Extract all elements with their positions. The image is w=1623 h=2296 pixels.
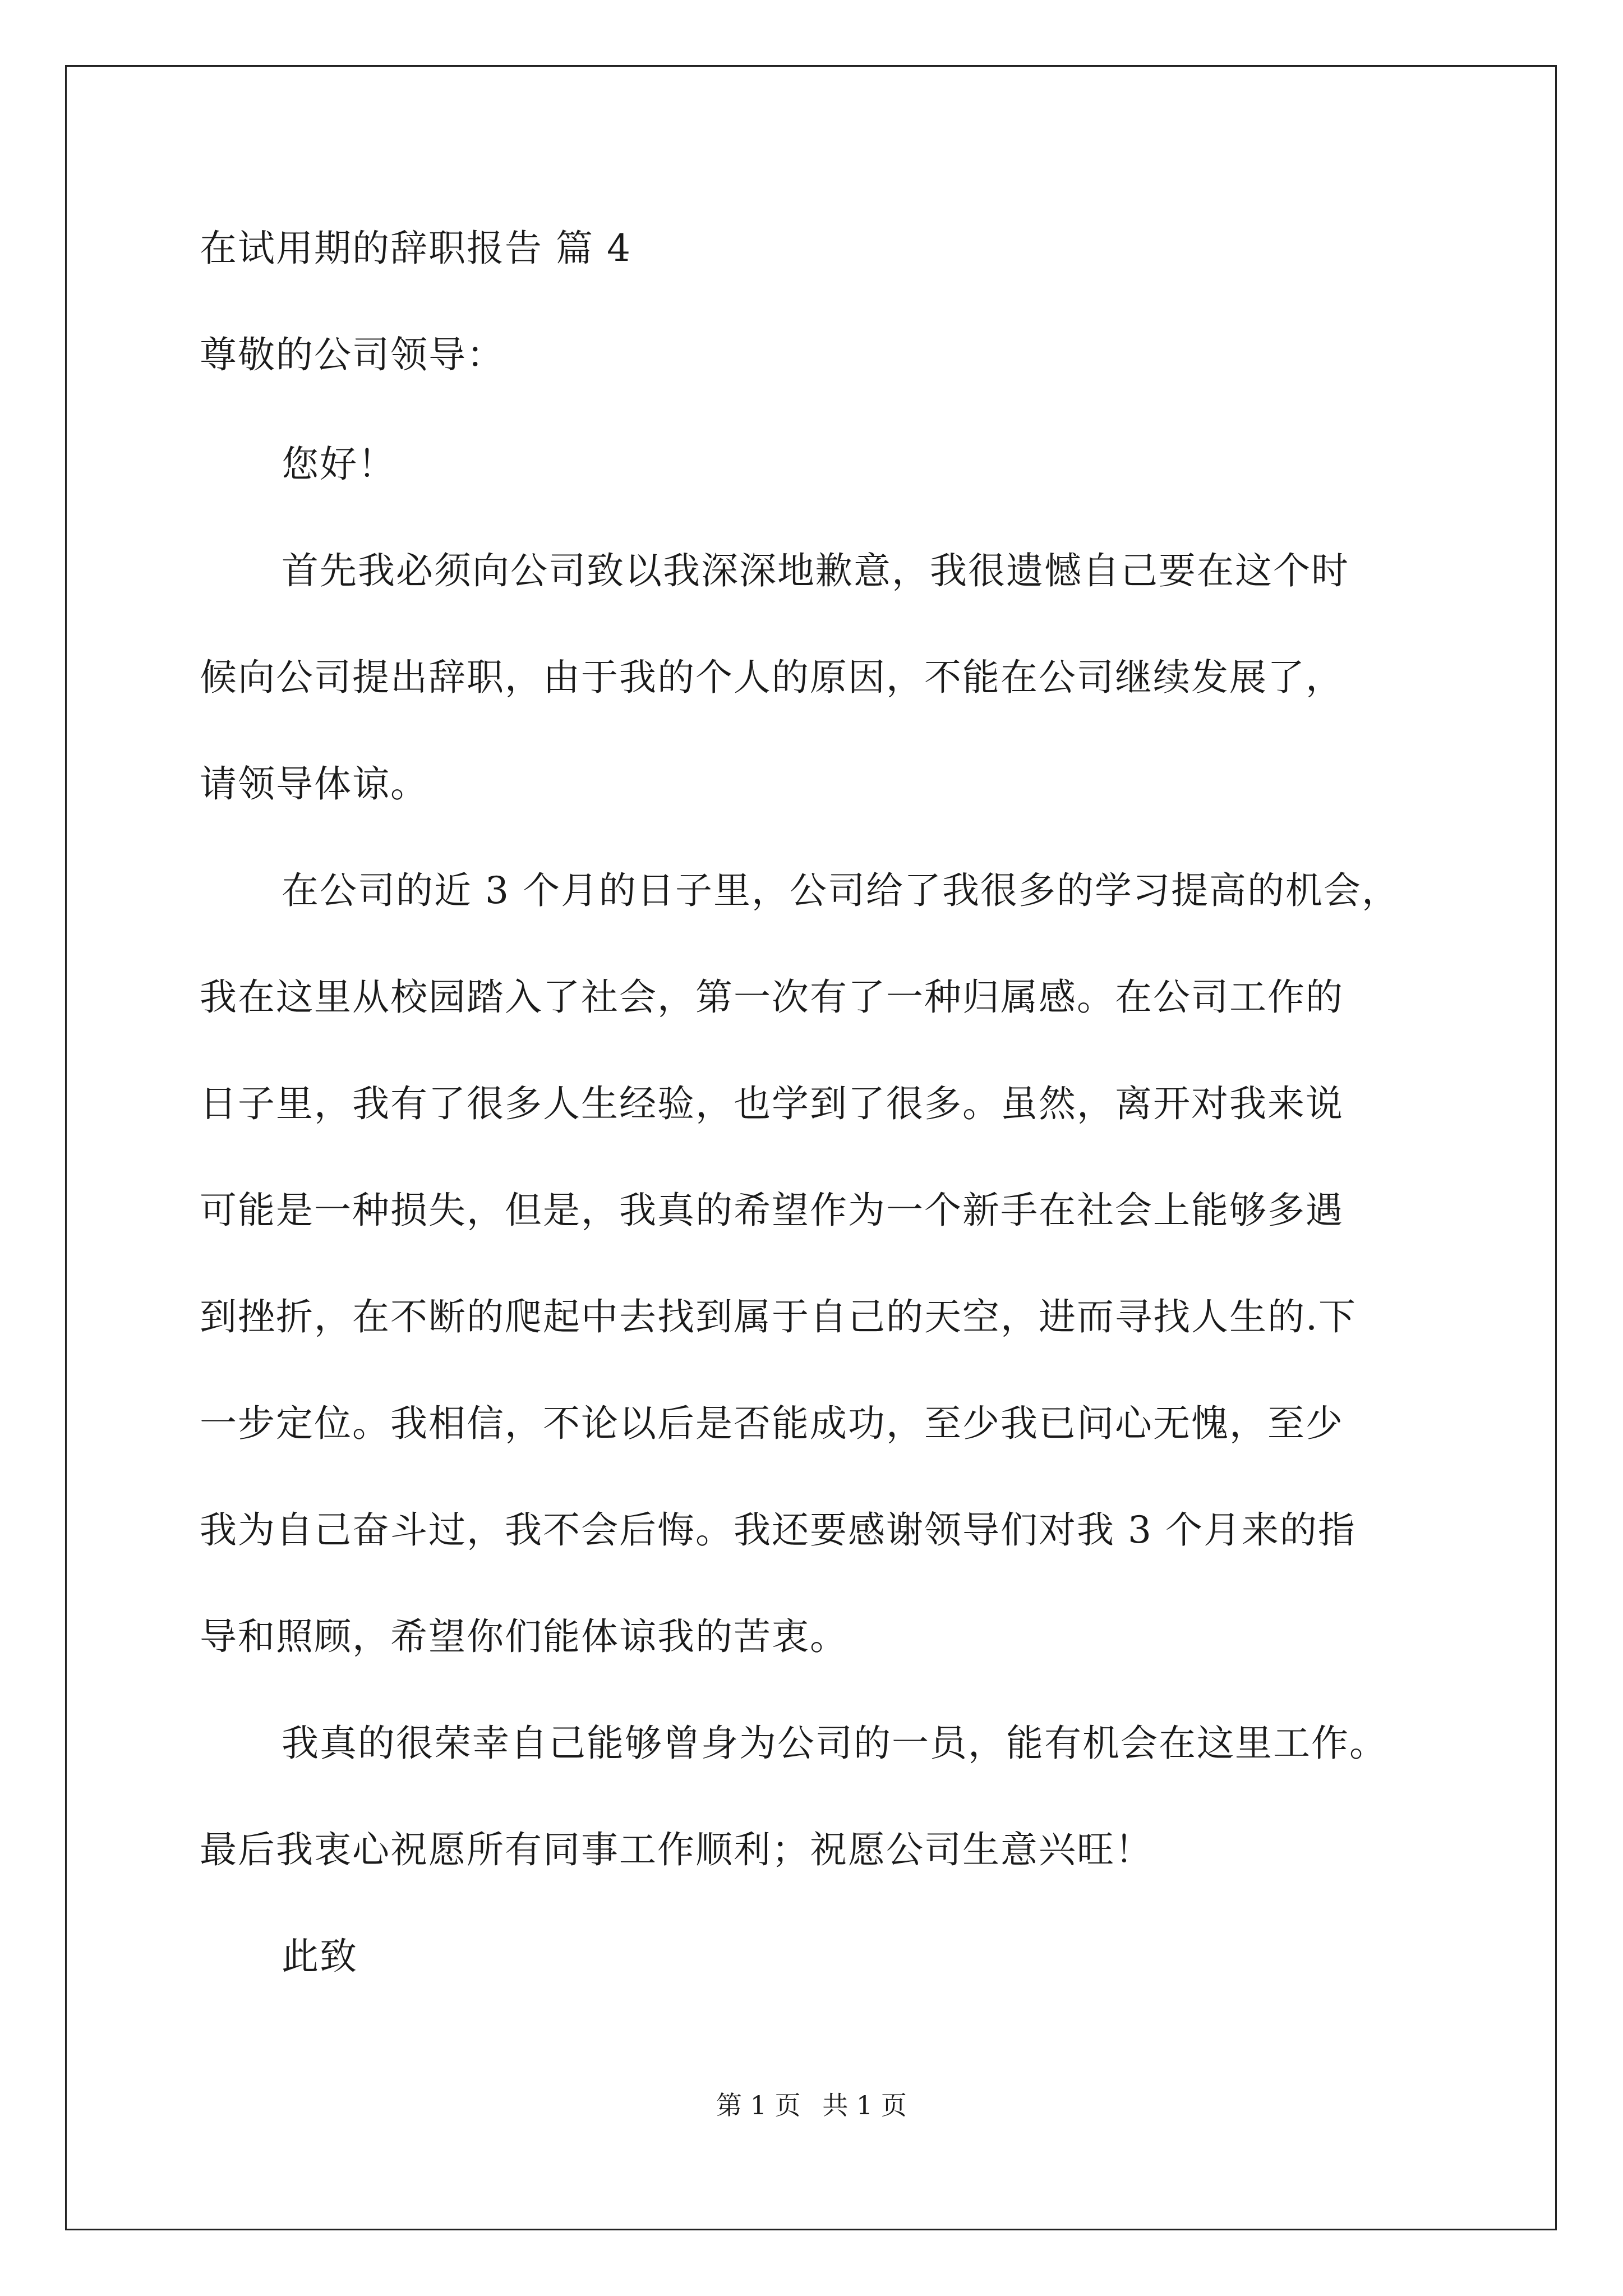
paragraph-line: 可能是一种损失，但是，我真的希望作为一个新手在社会上能够多遇 (200, 1189, 1344, 1232)
closing: 此致 (282, 1935, 358, 1978)
paragraph-line: 到挫折，在不断的爬起中去找到属于自己的天空，进而寻找人生的.下 (200, 1295, 1357, 1338)
paragraph-line: 我真的很荣幸自己能够曾身为公司的一员，能有机会在这里工作。 (282, 1722, 1387, 1765)
paragraph-line: 日子里，我有了很多人生经验，也学到了很多。虽然，离开对我来说 (200, 1082, 1344, 1125)
salutation: 尊敬的公司领导： (200, 333, 505, 376)
page-number: 第 1 页 (716, 2090, 801, 2120)
paragraph-line: 在公司的近 3 个月的日子里，公司给了我很多的学习提高的机会， (282, 869, 1400, 912)
paragraph-line: 我在这里从校园踏入了社会，第一次有了一种归属感。在公司工作的 (200, 976, 1344, 1019)
greeting: 您好！ (282, 443, 396, 486)
paragraph-line: 我为自己奋斗过，我不会后悔。我还要感谢领导们对我 3 个月来的指 (200, 1508, 1356, 1552)
page-border (65, 65, 1557, 2230)
paragraph-line: 请领导体谅。 (200, 762, 428, 806)
paragraph-line: 最后我衷心祝愿所有同事工作顺利；祝愿公司生意兴旺！ (200, 1828, 1153, 1871)
paragraph-line: 候向公司提出辞职，由于我的个人的原因，不能在公司继续发展了， (200, 656, 1344, 699)
paragraph-line: 首先我必须向公司致以我深深地歉意，我很遗憾自己要在这个时 (282, 549, 1349, 592)
paragraph-line: 导和照顾，希望你们能体谅我的苦衷。 (200, 1615, 848, 1658)
page-footer (0, 2092, 1623, 2118)
document-title: 在试用期的辞职报告 篇 4 (200, 227, 631, 270)
page-total: 共 1 页 (822, 2090, 907, 2120)
paragraph-line: 一步定位。我相信，不论以后是否能成功，至少我已问心无愧，至少 (200, 1402, 1344, 1445)
